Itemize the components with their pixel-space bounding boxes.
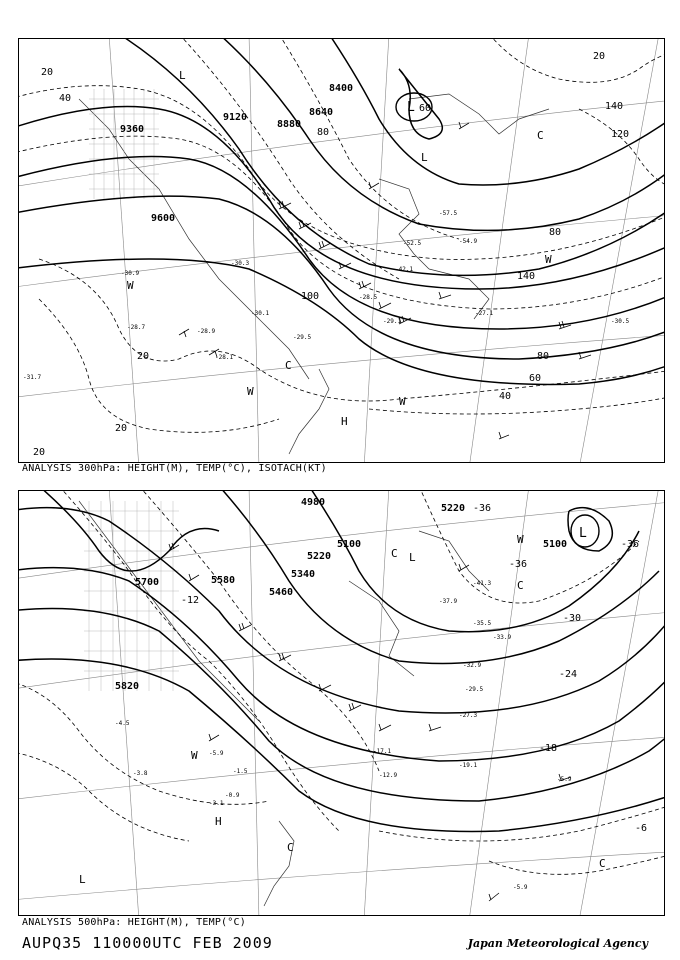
temperature-label: -30.9 <box>121 270 140 277</box>
map-300hpa-canvas <box>19 39 664 462</box>
height-label: 5220 <box>307 551 332 562</box>
high-center-label: H <box>341 415 348 428</box>
height-label: 8400 <box>329 83 354 94</box>
height-label: 8880 <box>277 119 302 130</box>
temperature-label: -17.1 <box>373 748 392 755</box>
high-center-label: H <box>215 815 222 828</box>
height-label: 4980 <box>301 497 326 508</box>
height-label: 5820 <box>115 681 140 692</box>
cold-center-label: C <box>391 547 398 560</box>
wind-barbs <box>169 543 571 901</box>
map-300hpa <box>18 38 665 463</box>
warm-center-label: W <box>545 253 552 266</box>
low-center-label: L <box>179 69 186 82</box>
temperature-label: -27.1 <box>475 310 494 317</box>
temperature-isotherm-label: -18 <box>539 743 558 754</box>
isotach-label: 20 <box>137 351 150 362</box>
low-center-label: L <box>421 151 428 164</box>
isotach-label: 140 <box>517 271 536 282</box>
isotach-label: 40 <box>499 391 512 402</box>
warm-center-label: W <box>399 395 406 408</box>
isotach-label: 60 <box>419 103 432 114</box>
warm-center-label: W <box>247 385 254 398</box>
isotach-label: 80 <box>549 227 562 238</box>
temperature-label: -32.9 <box>463 662 482 669</box>
temperature-isotherm-label: -12 <box>181 595 200 606</box>
map-500hpa-caption: ANALYSIS 500hPa: HEIGHT(M), TEMP(°C) <box>22 917 246 928</box>
isotach-label: 100 <box>301 291 320 302</box>
isotach-contours <box>19 39 664 432</box>
graticule <box>19 491 664 915</box>
agency-name: Japan Meteorological Agency <box>467 937 648 950</box>
temperature-label: -12.9 <box>379 772 398 779</box>
temperature-label: -33.9 <box>493 634 512 641</box>
temperature-label: -29.5 <box>465 686 484 693</box>
temperature-label: -1.5 <box>233 768 248 775</box>
temperature-isotherm-label: -6 <box>635 823 648 834</box>
height-label: 5220 <box>441 503 466 514</box>
coastlines <box>79 501 492 906</box>
temperature-label: -41.3 <box>473 580 492 587</box>
temperature-label: -5.9 <box>513 884 528 891</box>
temperature-isotherm-label: -30 <box>563 613 582 624</box>
height-label: 5580 <box>211 575 236 586</box>
map-500hpa-canvas <box>19 491 664 915</box>
temperature-label: -30.3 <box>231 260 250 267</box>
temperature-label: -28.5 <box>359 294 378 301</box>
isotach-label: 20 <box>115 423 128 434</box>
temperature-label: -4.5 <box>115 720 130 727</box>
map-500hpa <box>18 490 665 916</box>
isotach-label: 40 <box>59 93 72 104</box>
temperature-label: -28.9 <box>197 328 216 335</box>
cold-center-label: C <box>285 359 292 372</box>
temperature-isotherm-label: -36 <box>621 539 640 550</box>
temperature-label: -35.5 <box>473 620 492 627</box>
low-center-label: L <box>409 551 416 564</box>
temperature-label: -30.1 <box>251 310 270 317</box>
temperature-label: -5.9 <box>209 750 224 757</box>
cold-center-label: C <box>537 129 544 142</box>
temperature-label: -29.5 <box>293 334 312 341</box>
temperature-label: -31.7 <box>23 374 42 381</box>
temperature-label: -28.1 <box>215 354 234 361</box>
temperature-label: -19.1 <box>459 762 478 769</box>
isotach-label: 120 <box>611 129 630 140</box>
temperature-label: -28.7 <box>127 324 146 331</box>
height-label: 5460 <box>269 587 294 598</box>
temperature-label: -0.9 <box>225 792 240 799</box>
warm-center-label: W <box>517 533 524 546</box>
low-center-label: L <box>407 100 415 115</box>
isotach-label: 20 <box>33 447 46 458</box>
height-label: 5700 <box>135 577 160 588</box>
height-label: 9600 <box>151 213 176 224</box>
isotach-label: 140 <box>605 101 624 112</box>
temperature-label: -30.5 <box>611 318 630 325</box>
temperature-isotherm-label: -24 <box>559 669 578 680</box>
height-label: 9360 <box>120 124 145 135</box>
cold-center-label: C <box>517 579 524 592</box>
warm-center-label: W <box>191 749 198 762</box>
temperature-isotherm-label: -36 <box>509 559 528 570</box>
height-label: 5100 <box>543 539 568 550</box>
height-label: 5340 <box>291 569 316 580</box>
bulletin-code: AUPQ35 110000UTC FEB 2009 <box>22 934 273 952</box>
warm-center-label: W <box>127 279 134 292</box>
cold-center-label: C <box>287 841 294 854</box>
temperature-label: -3.8 <box>133 770 148 777</box>
height-label: 9120 <box>223 112 248 123</box>
cold-center-label: C <box>599 857 606 870</box>
terrain-hatch <box>89 89 159 199</box>
height-label: 5100 <box>337 539 362 550</box>
isotach-label: 60 <box>529 373 542 384</box>
temperature-label: -42.1 <box>395 266 414 273</box>
height-label: 8640 <box>309 107 334 118</box>
temperature-label: -57.5 <box>439 210 458 217</box>
isotach-label: 80 <box>317 127 330 138</box>
temperature-label: -52.5 <box>403 240 422 247</box>
temperature-label: -3.1 <box>209 800 224 807</box>
low-center-label: L <box>579 526 587 541</box>
isotach-label: 20 <box>593 51 606 62</box>
map-300hpa-caption: ANALYSIS 300hPa: HEIGHT(M), TEMP(°C), ISOTACH(KT) <box>22 463 327 474</box>
isotach-label: 20 <box>41 67 54 78</box>
temperature-isotherm-label: -36 <box>473 503 492 514</box>
isotach-label: 80 <box>537 351 550 362</box>
temperature-label: -37.9 <box>439 598 458 605</box>
temperature-label: -29.1 <box>383 318 402 325</box>
temperature-label: -5.9 <box>557 776 572 783</box>
temperature-label: -27.3 <box>459 712 478 719</box>
temperature-label: -54.9 <box>459 238 478 245</box>
low-center-label: L <box>79 873 86 886</box>
